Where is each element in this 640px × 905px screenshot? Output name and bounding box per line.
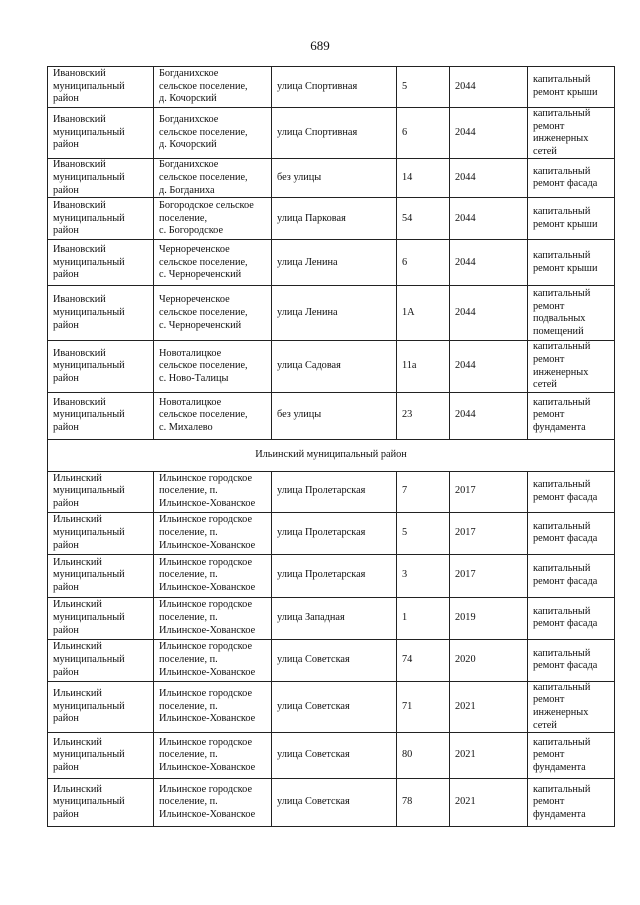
cell-house: 71 (397, 681, 450, 732)
cell-street: улица Садовая (272, 341, 397, 392)
table-row (48, 554, 615, 597)
cell-settlement: Новоталицкое сельское поселение, с. Михалево (154, 392, 272, 439)
cell-settlement: Богданихское сельское поселение, д. Кочорский (154, 67, 272, 108)
cell-street: улица Советская (272, 639, 397, 681)
cell-street: улица Западная (272, 597, 397, 639)
cell-work: капитальный ремонт инженерных сетей (528, 108, 615, 159)
cell-year: 2021 (450, 681, 528, 732)
cell-house: 14 (397, 159, 450, 198)
cell-year: 2021 (450, 779, 528, 827)
cell-year: 2044 (450, 67, 528, 108)
cell-house: 1 (397, 597, 450, 639)
cell-work: капитальный ремонт крыши (528, 198, 615, 240)
cell-street: улица Пролетарская (272, 512, 397, 554)
cell-settlement: Богданихское сельское поселение, д. Кочорский (154, 108, 272, 159)
cell-settlement: Чернореченское сельское поселение, с. Чернореченский (154, 286, 272, 341)
cell-district: Ильинский муниципальный район (48, 597, 154, 639)
cell-district: Ивановский муниципальный район (48, 286, 154, 341)
cell-street: улица Спортивная (272, 67, 397, 108)
cell-year: 2044 (450, 108, 528, 159)
cell-year: 2044 (450, 286, 528, 341)
cell-settlement: Ильинское городское поселение, п. Ильинское-Хованское (154, 733, 272, 779)
cell-house: 1А (397, 286, 450, 341)
cell-house: 5 (397, 512, 450, 554)
cell-settlement: Ильинское городское поселение, п. Ильинское-Хованское (154, 779, 272, 827)
cell-street: улица Советская (272, 779, 397, 827)
table-row (48, 108, 615, 159)
cell-work: капитальный ремонт фундамента (528, 733, 615, 779)
table-row (48, 733, 615, 779)
cell-settlement: Ильинское городское поселение, п. Ильинское-Хованское (154, 597, 272, 639)
cell-work: капитальный ремонт фасада (528, 639, 615, 681)
cell-district: Ильинский муниципальный район (48, 554, 154, 597)
cell-settlement: Богородское сельское поселение, с. Богородское (154, 198, 272, 240)
cell-district: Ильинский муниципальный район (48, 639, 154, 681)
table-row (48, 240, 615, 286)
page-number: 689 (310, 38, 330, 53)
table-row (48, 681, 615, 732)
cell-year: 2019 (450, 597, 528, 639)
cell-district: Ивановский муниципальный район (48, 159, 154, 198)
cell-settlement: Ильинское городское поселение, п. Ильинское-Хованское (154, 554, 272, 597)
cell-district: Ивановский муниципальный район (48, 67, 154, 108)
cell-district: Ивановский муниципальный район (48, 392, 154, 439)
cell-settlement: Ильинское городское поселение, п. Ильинское-Хованское (154, 681, 272, 732)
cell-house: 6 (397, 240, 450, 286)
table-row (48, 471, 615, 512)
cell-year: 2017 (450, 512, 528, 554)
cell-street: улица Ленина (272, 240, 397, 286)
cell-district: Ильинский муниципальный район (48, 733, 154, 779)
cell-house: 80 (397, 733, 450, 779)
cell-work: капитальный ремонт фасада (528, 554, 615, 597)
cell-year: 2044 (450, 392, 528, 439)
cell-house: 78 (397, 779, 450, 827)
cell-street: улица Советская (272, 733, 397, 779)
table-row (48, 597, 615, 639)
table-row (48, 639, 615, 681)
cell-house: 54 (397, 198, 450, 240)
table-row (48, 67, 615, 108)
cell-settlement: Новоталицкое сельское поселение, с. Ново-Талицы (154, 341, 272, 392)
cell-work: капитальный ремонт фасада (528, 512, 615, 554)
cell-street: без улицы (272, 392, 397, 439)
cell-street: улица Ленина (272, 286, 397, 341)
cell-year: 2017 (450, 471, 528, 512)
cell-settlement: Ильинское городское поселение, п. Ильинское-Хованское (154, 639, 272, 681)
cell-work: капитальный ремонт крыши (528, 67, 615, 108)
cell-house: 3 (397, 554, 450, 597)
table-row (48, 512, 615, 554)
cell-work: капитальный ремонт фасада (528, 159, 615, 198)
cell-work: капитальный ремонт фасада (528, 471, 615, 512)
cell-district: Ильинский муниципальный район (48, 681, 154, 732)
cell-house: 23 (397, 392, 450, 439)
cell-street: улица Парковая (272, 198, 397, 240)
cell-year: 2044 (450, 341, 528, 392)
table-row (48, 341, 615, 392)
table-row (48, 286, 615, 341)
section-title: Ильинский муниципальный район (48, 439, 615, 471)
cell-district: Ивановский муниципальный район (48, 240, 154, 286)
cell-year: 2021 (450, 733, 528, 779)
cell-year: 2020 (450, 639, 528, 681)
cell-district: Ивановский муниципальный район (48, 198, 154, 240)
cell-house: 6 (397, 108, 450, 159)
cell-house: 74 (397, 639, 450, 681)
cell-house: 5 (397, 67, 450, 108)
cell-settlement: Богданихское сельское поселение, д. Богданиха (154, 159, 272, 198)
cell-street: улица Спортивная (272, 108, 397, 159)
cell-district: Ильинский муниципальный район (48, 471, 154, 512)
cell-work: капитальный ремонт фундамента (528, 392, 615, 439)
cell-settlement: Ильинское городское поселение, п. Ильинское-Хованское (154, 471, 272, 512)
cell-work: капитальный ремонт фундамента (528, 779, 615, 827)
cell-street: без улицы (272, 159, 397, 198)
cell-district: Ивановский муниципальный район (48, 341, 154, 392)
cell-street: улица Советская (272, 681, 397, 732)
section-row (48, 439, 615, 471)
cell-year: 2044 (450, 240, 528, 286)
cell-year: 2044 (450, 198, 528, 240)
cell-house: 7 (397, 471, 450, 512)
cell-settlement: Чернореченское сельское поселение, с. Чернореченский (154, 240, 272, 286)
cell-work: капитальный ремонт фасада (528, 597, 615, 639)
cell-work: капитальный ремонт инженерных сетей (528, 341, 615, 392)
cell-work: капитальный ремонт инженерных сетей (528, 681, 615, 732)
table-row (48, 159, 615, 198)
cell-work: капитальный ремонт крыши (528, 240, 615, 286)
cell-year: 2044 (450, 159, 528, 198)
cell-district: Ивановский муниципальный район (48, 108, 154, 159)
cell-year: 2017 (450, 554, 528, 597)
cell-street: улица Пролетарская (272, 471, 397, 512)
cell-street: улица Пролетарская (272, 554, 397, 597)
cell-work: капитальный ремонт подвальных помещений (528, 286, 615, 341)
table-row (48, 779, 615, 827)
cell-house: 11а (397, 341, 450, 392)
cell-settlement: Ильинское городское поселение, п. Ильинское-Хованское (154, 512, 272, 554)
cell-district: Ильинский муниципальный район (48, 779, 154, 827)
table-row (48, 198, 615, 240)
repair-schedule-table (47, 66, 615, 827)
cell-district: Ильинский муниципальный район (48, 512, 154, 554)
table-row (48, 392, 615, 439)
